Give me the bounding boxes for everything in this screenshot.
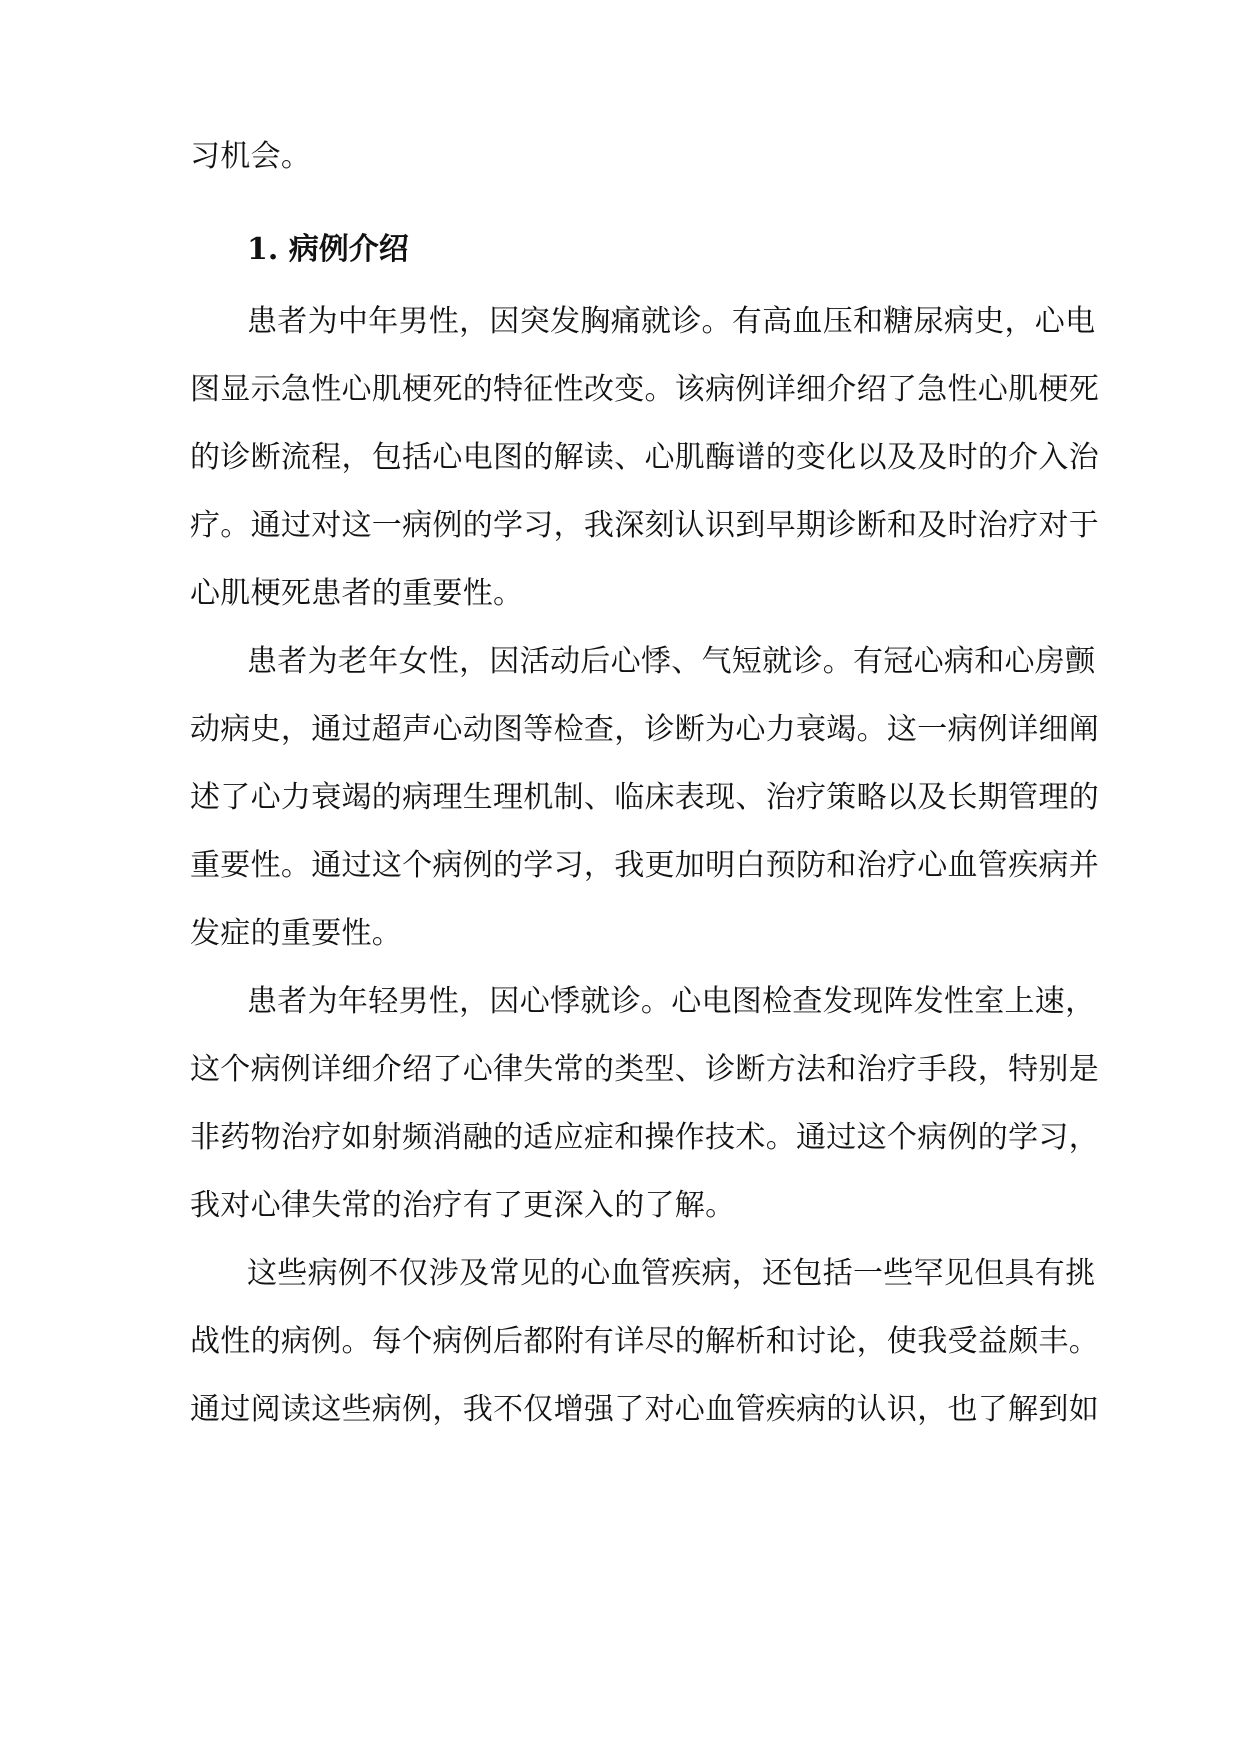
text-line: 重要性。通过这个病例的学习，我更加明白预防和治疗心血管疾病并 — [190, 848, 1099, 883]
text-line: 患者为年轻男性，因心悸就诊。心电图检查发现阵发性室上速， — [247, 984, 1096, 1019]
text-line: 战性的病例。每个病例后都附有详尽的解析和讨论，使我受益颇丰。 — [190, 1324, 1099, 1359]
text-line: 这个病例详细介绍了心律失常的类型、诊断方法和治疗手段，特别是 — [190, 1052, 1099, 1087]
section-heading: 1. 病例介绍 — [247, 232, 409, 267]
text-line: 心肌梗死患者的重要性。 — [190, 576, 524, 611]
text-line: 非药物治疗如射频消融的适应症和操作技术。通过这个病例的学习， — [190, 1120, 1099, 1155]
text-line: 通过阅读这些病例，我不仅增强了对心血管疾病的认识，也了解到如 — [190, 1392, 1099, 1427]
text-line: 这些病例不仅涉及常见的心血管疾病，还包括一些罕见但具有挑 — [247, 1256, 1096, 1291]
text-line: 疗。通过对这一病例的学习，我深刻认识到早期诊断和及时治疗对于 — [190, 508, 1099, 543]
text-line: 述了心力衰竭的病理生理机制、临床表现、治疗策略以及长期管理的 — [190, 780, 1099, 815]
text-line: 动病史，通过超声心动图等检查，诊断为心力衰竭。这一病例详细阐 — [190, 712, 1099, 747]
text-line: 我对心律失常的治疗有了更深入的了解。 — [190, 1188, 736, 1223]
text-line: 的诊断流程，包括心电图的解读、心肌酶谱的变化以及及时的介入治 — [190, 440, 1099, 475]
text-line: 患者为老年女性，因活动后心悸、气短就诊。有冠心病和心房颤 — [247, 644, 1096, 679]
text-line: 图显示急性心肌梗死的特征性改变。该病例详细介绍了急性心肌梗死 — [190, 372, 1099, 407]
text-line: 习机会。 — [190, 139, 312, 174]
text-line: 患者为中年男性，因突发胸痛就诊。有高血压和糖尿病史，心电 — [247, 304, 1096, 339]
text-line: 发症的重要性。 — [190, 916, 403, 951]
